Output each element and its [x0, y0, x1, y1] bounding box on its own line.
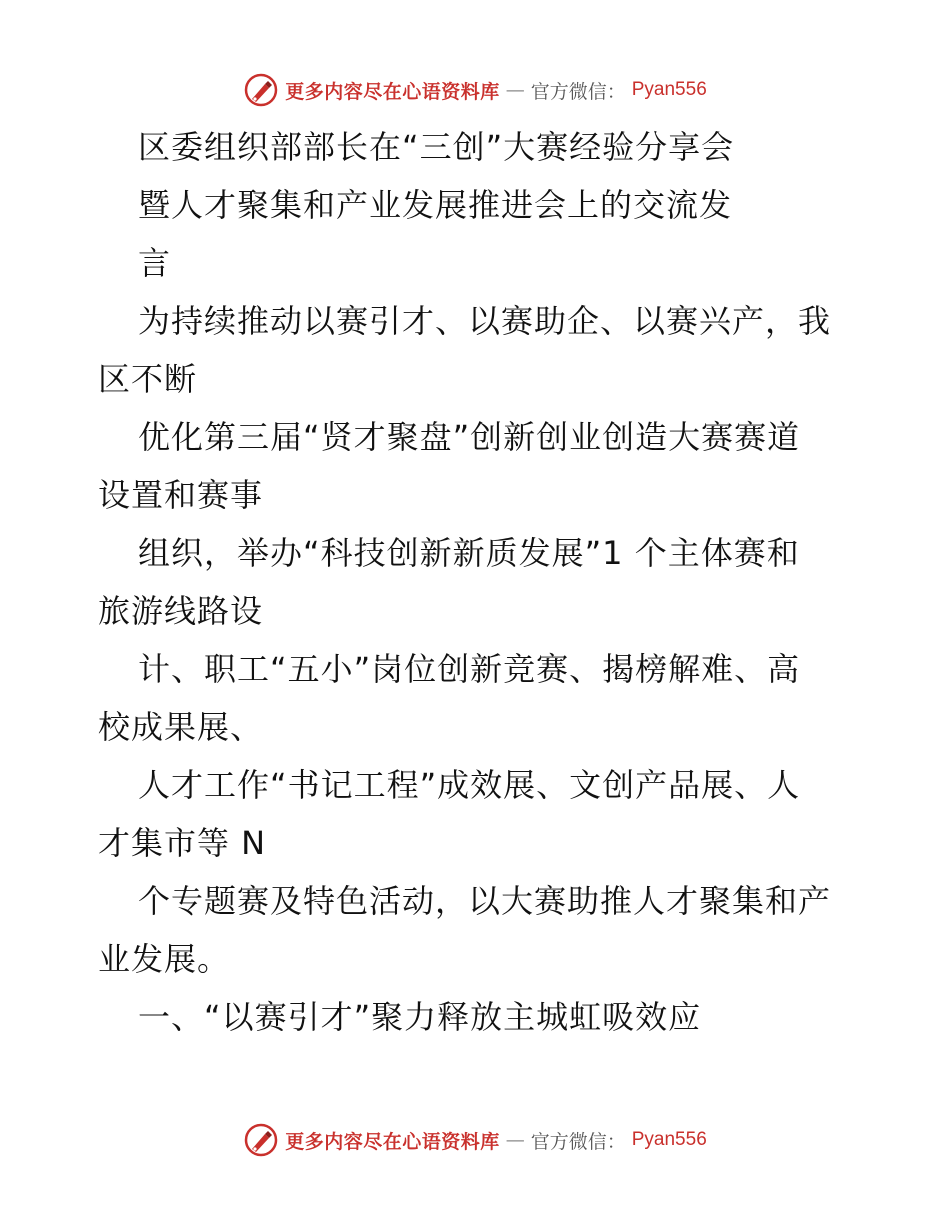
pen-logo-icon — [243, 1122, 279, 1158]
paragraph-line: 设置和赛事 — [98, 476, 264, 514]
paragraph-line: 旅游线路设 — [98, 592, 264, 630]
paragraph-line: 个专题赛及特色活动，以大赛助推人才聚集和产 — [138, 882, 832, 920]
document-body — [98, 118, 858, 1046]
paragraph-line: 为持续推动以赛引才、以赛助企、以赛兴产，我 — [138, 302, 832, 340]
banner-main-text: 更多内容尽在心语资料库 — [285, 80, 500, 103]
paragraph-line: 优化第三届“贤才聚盘”创新创业创造大赛赛道 — [138, 418, 801, 456]
banner-wechat-label: 官方微信： — [530, 1130, 626, 1153]
paragraph-line: 人才工作“书记工程”成效展、文创产品展、人 — [138, 766, 801, 804]
banner-separator: — — [505, 79, 525, 101]
doc-title-line-2: 暨人才聚集和产业发展推进会上的交流发 — [138, 186, 733, 224]
section-heading: 一、“以赛引才”聚力释放主城虹吸效应 — [138, 998, 702, 1036]
banner-separator: — — [505, 1129, 525, 1151]
banner-wechat-id: Pyan556 — [631, 1129, 707, 1150]
banner-wechat-label: 官方微信： — [530, 80, 626, 103]
paragraph-line: 区不断 — [98, 360, 198, 398]
paragraph-line: 校成果展、 — [98, 708, 264, 746]
banner-main-text: 更多内容尽在心语资料库 — [285, 1130, 500, 1153]
paragraph-line: 组织，举办“科技创新新质发展”1 个主体赛和 — [138, 534, 800, 572]
pen-logo-icon — [243, 72, 279, 108]
paragraph-line: 业发展。 — [98, 940, 231, 978]
paragraph-line: 计、职工“五小”岗位创新竞赛、揭榜解难、高 — [138, 650, 801, 688]
banner-wechat-id: Pyan556 — [631, 79, 707, 100]
doc-title-line-3: 言 — [138, 244, 172, 282]
header-banner — [0, 70, 950, 110]
footer-banner — [0, 1120, 950, 1160]
paragraph-line: 才集市等 N — [98, 824, 267, 862]
doc-title-line-1: 区委组织部部长在“三创”大赛经验分享会 — [138, 128, 735, 166]
